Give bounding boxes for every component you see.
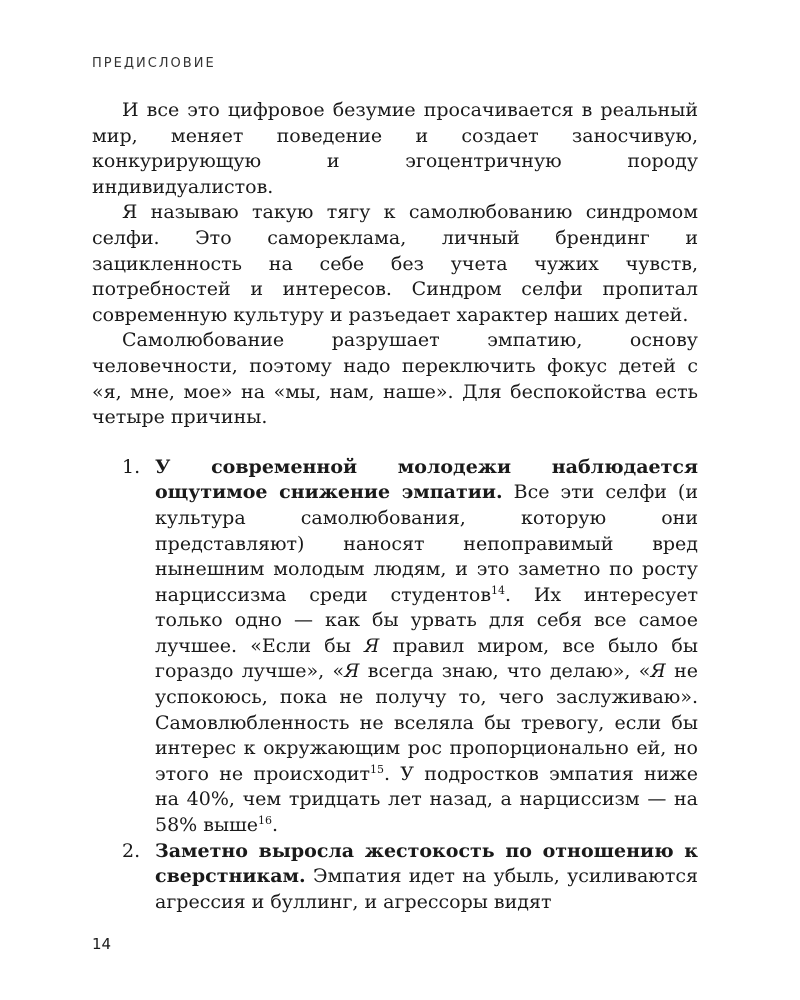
list-item-heading: Заметно выросла жестокость по отношению к сверстникам. <box>155 839 698 888</box>
list-item-text: . Их интересует только одно — как бы урвать для себя все самое лучшее. «Если бы <box>155 583 698 657</box>
running-header: ПРЕДИСЛОВИЕ <box>92 56 216 71</box>
paragraph-1: И все это цифровое безумие просачивается в реальный мир, меняет поведение и создает заносчивую, конкурирующую и эгоцентричную породу индивидуалистов. <box>92 99 698 198</box>
list-item-text: . <box>272 814 279 837</box>
footnote-ref: 15 <box>370 762 385 776</box>
list-item-text: Все эти селфи (и культура самолюбования, которую они представляют) наносят непоправимый вред нынешним молодым людям, и это заметно по росту нарциссизма среди студентов <box>155 481 699 606</box>
paragraph-3: Самолюбование разрушает эмпатию, основу человечности, поэтому надо переключить фокус детей с «я, мне, мое» на «мы, нам, наше». Для беспокойства есть четыре причины. <box>92 329 698 429</box>
page-body <box>92 98 698 915</box>
emphasis: Я <box>650 660 666 683</box>
list-item <box>92 839 698 916</box>
page-number: 14 <box>92 935 112 953</box>
reasons-list <box>92 455 698 916</box>
list-item-text: правил миром, все было бы гораздо лучше», « <box>155 634 698 683</box>
paragraph-2: Я называю такую тягу к самолюбованию синдромом селфи. Это самореклама, личный брендинг и зацикленность на себе без учета чужих чувств, потребностей и интересов. Синдром селфи пропитал современную культуру и разъедает характер наших детей. <box>92 201 698 326</box>
footnote-ref: 16 <box>258 814 272 828</box>
footnote-ref: 14 <box>491 583 506 597</box>
list-item-text: Эмпатия идет на убыль, усиливаются агрессия и буллинг, и агрессоры видят <box>155 865 698 913</box>
list-item-heading: У современной молодежи наблюдается ощутимое снижение эмпатии. <box>155 455 698 504</box>
list-item-text: . У подростков эмпатия ниже на 40%, чем тридцать лет назад, а нарциссизм — на 58% выше <box>155 762 698 837</box>
list-item-text: всегда знаю, что делаю», « <box>359 660 651 683</box>
list-number: 1. <box>122 455 141 478</box>
list-item <box>92 455 698 839</box>
list-number: 2. <box>122 839 141 862</box>
list-item-text: не успокоюсь, пока не получу то, чего заслуживаю». Самовлюбленность не вселяла бы тревогу, если бы интерес к окружающим рос пропорционально ей, но этого не происходит <box>155 660 698 785</box>
emphasis: Я <box>364 634 380 657</box>
emphasis: Я <box>344 660 360 683</box>
